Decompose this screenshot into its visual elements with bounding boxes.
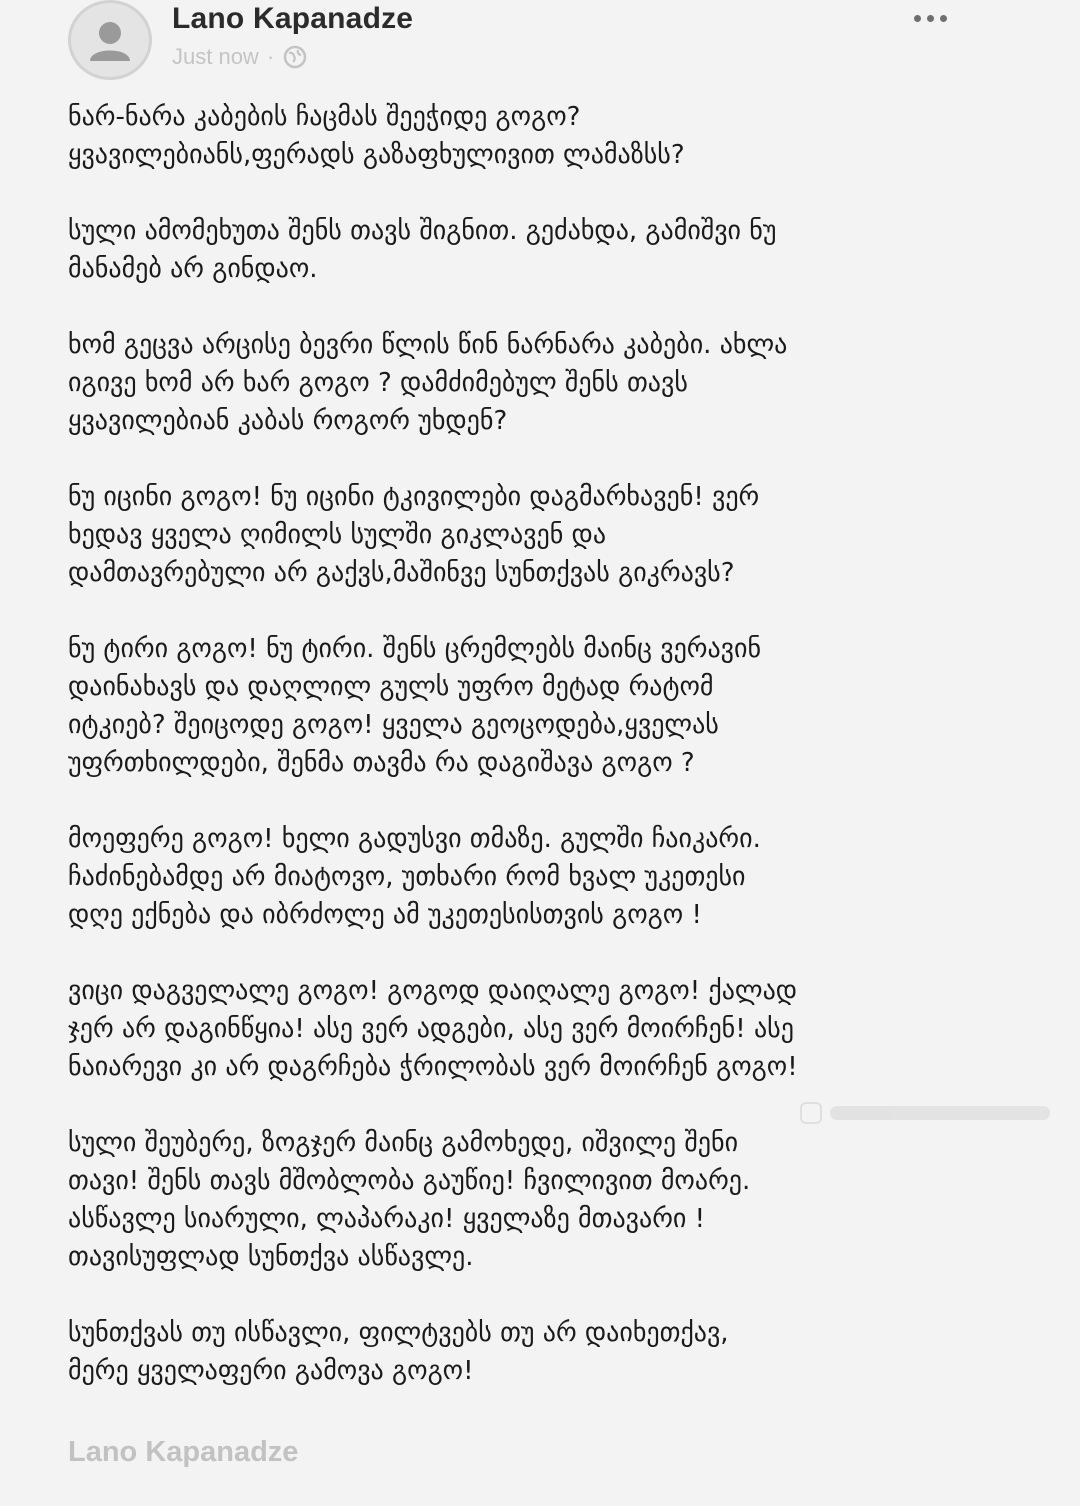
post-paragraph [68,820,968,934]
more-dot [927,15,934,22]
post-text-line: თავი! შენს თავს მშობლობა გაუწიე! ჩვილივით მოარე. [68,1166,751,1196]
post-meta [172,44,308,70]
post-text-line: მანამებ არ გინდაო. [68,254,318,284]
post-text-line: უფრთხილდები, შენმა თავმა რა დაგიშავა გოგო ? [68,748,695,778]
post-text-line: დღე ექნება და იბრძოლე ამ უკეთესისთვის გოგო ! [68,900,702,930]
post-text-line: იგივე ხომ არ ხარ გოგო ? დამძიმებულ შენს თავს [68,368,688,398]
post-paragraph [68,630,968,782]
post-text-line: დამთავრებული არ გაქვს,მაშინვე სუნთქვას გიკრავს? [68,558,735,588]
author-name[interactable]: Lano Kapanadze [172,2,414,35]
timestamp[interactable]: Just now [172,44,259,69]
post-text-line: ხომ გეცვა არცისე ბევრი წლის წინ ნარნარა კაბები. ახლა [68,330,788,360]
post-text-line: სული ამომეხუთა შენს თავს შიგნით. გეძახდა, გამიშვი ნუ [68,216,777,246]
watermark-logo-icon [800,1102,822,1124]
post-text-line: ხედავ ყველა ღიმილს სულში გიკლავენ და [68,520,607,550]
post-text-line: ასწავლე სიარული, ლაპარაკი! ყველაზე მთავარი ! [68,1204,706,1234]
post-paragraph [68,478,968,592]
post-text-line: ნუ იცინი გოგო! ნუ იცინი ტკივილები დაგმარხავენ! ვერ [68,482,760,512]
more-dot [940,15,947,22]
post-text-line: ნაიარევი კი არ დაგრჩება ჭრილობას ვერ მოირჩენ გოგო! [68,1052,798,1082]
avatar[interactable] [68,0,152,80]
globe-icon[interactable] [282,44,308,70]
post-text-line: ნარ-ნარა კაბების ჩაცმას შეეჭიდე გოგო? [68,102,581,132]
post-text [68,98,968,1428]
post-text-line: მერე ყველაფერი გამოვა გოგო! [68,1356,474,1386]
watermark-handle [830,1106,1050,1120]
post-text-line: სული შეუბერე, ზოგჯერ მაინც გამოხედე, იშვილე შენი [68,1128,739,1158]
more-horizontal-icon [914,15,921,22]
post-text-line: მოეფერე გოგო! ხელი გადუსვი თმაზე. გულში ჩაიკარი. [68,824,761,854]
post-text-line: ვიცი დაგველალე გოგო! გოგოდ დაიღალე გოგო! ქალად [68,976,798,1006]
post-paragraph [68,972,968,1086]
post-paragraph [68,326,968,440]
post-text-line: იტკიებ? შეიცოდე გოგო! ყველა გეოცოდება,ყველას [68,710,719,740]
post-paragraph [68,1314,968,1390]
post-text-line: სუნთქვას თუ ისწავლი, ფილტვებს თუ არ დაიხეთქავ, [68,1318,729,1348]
post-text-line: ყვავილებიან კაბას როგორ უხდენ? [68,406,508,436]
default-profile-icon [71,3,149,77]
separator-dot: · [266,44,275,69]
post-text-line: ჯერ არ დაგინწყია! ასე ვერ ადგები, ასე ვერ მოირჩენ! ასე [68,1014,794,1044]
watermark [800,1098,1050,1128]
post-text-line: დაინახავს და დაღლილ გულს უფრო მეტად რატომ [68,672,714,702]
post-paragraph [68,1124,968,1276]
post-paragraph [68,212,968,288]
post-signature: Lano Kapanadze [68,1436,299,1468]
post-text-line: თავისუფლად სუნთქვა ასწავლე. [68,1242,474,1272]
post-text-line: ყვავილებიანს,ფერადს გაზაფხულივით ლამაზსს? [68,140,685,170]
post-text-line: ნუ ტირი გოგო! ნუ ტირი. შენს ცრემლებს მაინც ვერავინ [68,634,762,664]
post-paragraph [68,98,968,174]
post-text-line: ჩაძინებამდე არ მიატოვო, უთხარი რომ ხვალ უკეთესი [68,862,746,892]
more-options-button[interactable] [904,0,956,36]
